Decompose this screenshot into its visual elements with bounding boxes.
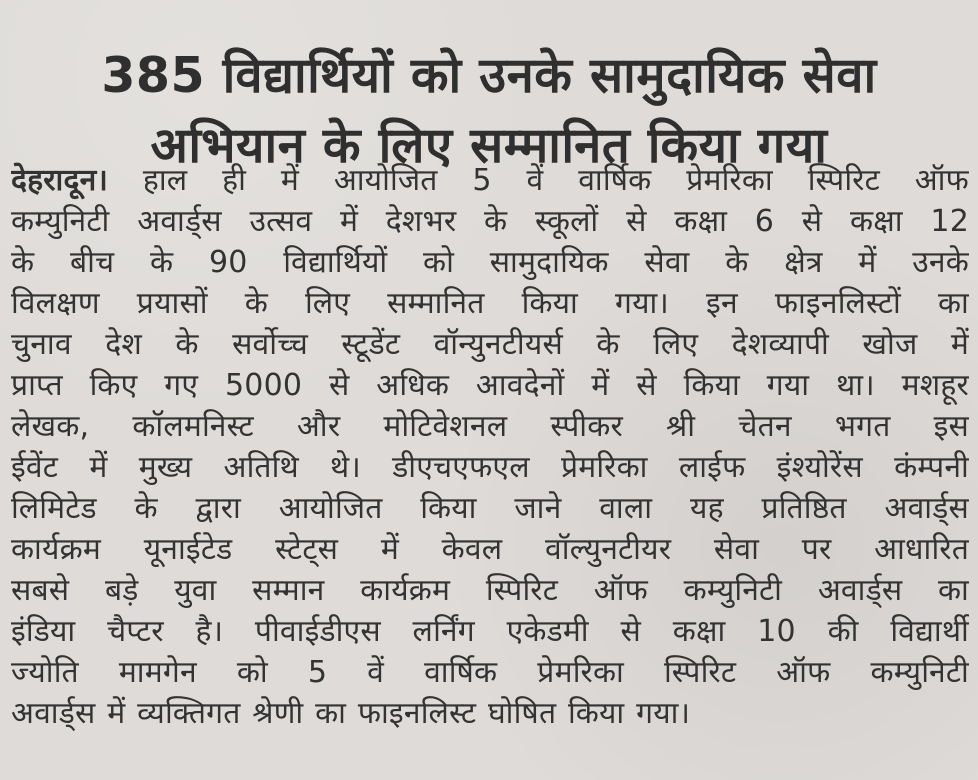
article-line-4: विलक्षण प्रयासों के लिए सम्मानित किया गया। इन फाइनलिस्टों का <box>11 286 969 321</box>
article-line-9: लिमिटेड के द्वारा आयोजित किया जाने वाला यह प्रतिष्ठित अवार्ड्स <box>11 491 969 526</box>
article-line-6: प्राप्त किए गए 5000 से अधिक आवदेनों में से किया गया था। मशहूर <box>11 368 969 403</box>
article-line-11: सबसे बड़े युवा सम्मान कार्यक्रम स्पिरिट ऑफ कम्युनिटी अवार्ड्स का <box>11 573 969 608</box>
article-line-3: के बीच के 90 विद्यार्थियों को सामुदायिक सेवा के क्षेत्र में उनके <box>11 245 969 280</box>
article-body <box>11 160 969 734</box>
article-line-5: चुनाव देश के सर्वोच्च स्टूडेंट वॉन्युनटीयर्स के लिए देशव्यापी खोज में <box>11 327 969 362</box>
article-line-10: कार्यक्रम यूनाईटेड स्टेट्स में केवल वॉल्युनटीयर सेवा पर आधारित <box>11 532 969 567</box>
article-line-12: इंडिया चैप्टर है। पीवाईडीएस लर्निंग एकेडमी से कक्षा 10 की विद्यार्थी <box>11 614 969 649</box>
article-line-8: ईवेंट में मुख्य अतिथि थे। डीएचएफएल प्रेमरिका लाईफ इंश्योरेंस कंम्पनी <box>11 450 969 485</box>
headline-line-2: अभियान के लिए सम्मानित किया गया <box>150 116 828 174</box>
article-line-7: लेखक, कॉलमनिस्ट और मोटिवेशनल स्पीकर श्री चेतन भगत इस <box>11 409 969 444</box>
headline-line-1: 385 विद्यार्थियों को उनके सामुदायिक सेवा <box>101 46 877 104</box>
article-line-1 <box>11 160 969 201</box>
article-line-14: अवार्ड्स में व्यक्तिगत श्रेणी का फाइनलिस्ट घोषित किया गया। <box>11 696 691 731</box>
article-dateline: देहरादून। <box>11 163 109 198</box>
article-line-2: कम्युनिटी अवार्ड्स उत्सव में देशभर के स्कूलों से कक्षा 6 से कक्षा 12 <box>11 204 969 239</box>
article-first-line-text: हाल ही में आयोजित 5 वें वार्षिक प्रेमरिका स्पिरिट ऑफ <box>108 163 969 198</box>
article-line-13: ज्योति मामगेन को 5 वें वार्षिक प्रेमरिका स्पिरिट ऑफ कम्युनिटी <box>11 655 969 690</box>
